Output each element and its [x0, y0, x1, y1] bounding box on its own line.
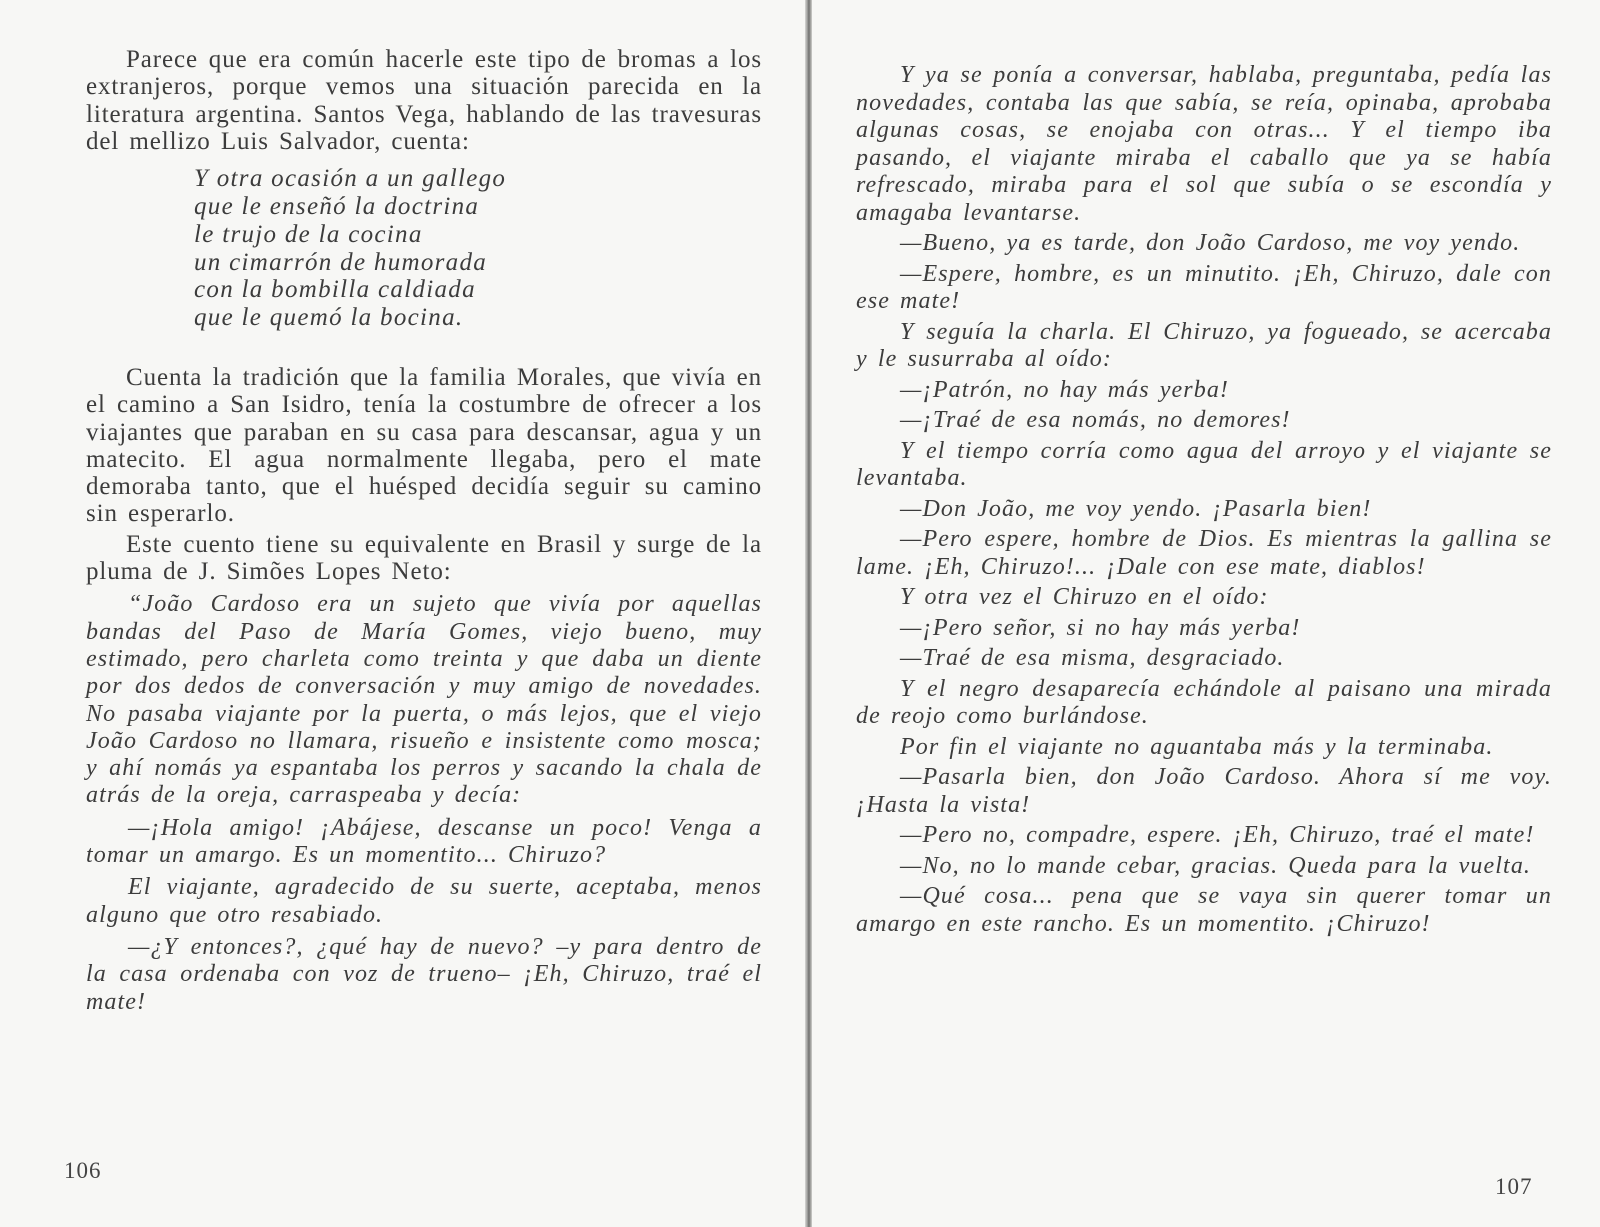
- verse-line: que le enseñó la doctrina: [194, 192, 480, 220]
- verse-line: un cimarrón de humorada: [194, 248, 488, 276]
- verse-line: con la bombilla caldiada: [194, 276, 476, 304]
- quote-paragraph: Por fin el viajante no aguantaba más y la terminaba.: [900, 733, 1494, 760]
- quote-paragraph: —¿Y entonces?, ¿qué hay de nuevo? –y para dentro de la casa ordenaba con voz de trueno– ¡Eh, Chiruzo, traé el mate!: [86, 933, 762, 1015]
- quote-paragraph: —¡Patrón, no hay más yerba!: [900, 376, 1230, 403]
- body-paragraph: Cuenta la tradición que la familia Morales, que vivía en el camino a San Isidro, tenía la costumbre de ofrecer a los viajantes que paraban en su casa para descansar, agua y un matecito. El agua normalmente llegaba, pero el mate demoraba tanto, que el huésped decidía seguir su camino sin esperarlo.: [86, 363, 762, 528]
- quote-paragraph: Y ya se ponía a conversar, hablaba, preguntaba, pedía las novedades, contaba las que sabía, se reía, opinaba, aprobaba algunas cosas, se enojaba con otras... Y el tiempo iba pasando, el viajante miraba el caballo que ya se había refrescado, miraba para el sol que subía o se escondía y amagaba levantarse.: [856, 62, 1552, 226]
- verse-line: que le quemó la bocina.: [194, 304, 464, 332]
- quote-paragraph: Y seguía la charla. El Chiruzo, ya fogueado, se acercaba y le susurraba al oído:: [856, 318, 1552, 372]
- quote-paragraph: —Traé de esa misma, desgraciado.: [900, 645, 1285, 671]
- quote-paragraph: Y el tiempo corría como agua del arroyo y el viajante se levantaba.: [856, 437, 1552, 491]
- quote-paragraph: —¡Hola amigo! ¡Abájese, descanse un poco! Venga a tomar un amargo. Es un momentito... Chiruzo?: [86, 814, 762, 869]
- quote-paragraph: —Bueno, ya es tarde, don João Cardoso, me voy yendo.: [900, 230, 1521, 256]
- quote-paragraph: —Qué cosa... pena que se vaya sin querer tomar un amargo en este rancho. Es un momentito. ¡Chiruzo!: [856, 883, 1552, 937]
- tradition-paragraphs: [86, 364, 762, 585]
- right-page: [812, 0, 1600, 1227]
- verse-line: le trujo de la cocina: [194, 220, 423, 248]
- quote-paragraph: —¡Traé de esa nomás, no demores!: [900, 407, 1291, 433]
- quote-paragraph: —Don João, me voy yendo. ¡Pasarla bien!: [900, 495, 1372, 522]
- intro-paragraphs: [86, 46, 762, 155]
- verse-line: Y otra ocasión a un gallego: [194, 165, 507, 193]
- intro-paragraph: Parece que era común hacerle este tipo de bromas a los extranjeros, porque vemos una situación parecida en la literatura argentina. Santos Vega, hablando de las travesuras del mellizo Luis Salvador, cuenta:: [86, 46, 762, 155]
- quote-paragraph: —Pero espere, hombre de Dios. Es mientras la gallina se lame. ¡Eh, Chiruzo!... ¡Dale con ese mate, diablos!: [856, 526, 1552, 580]
- page-number-left: 106: [64, 1158, 102, 1183]
- quote-block-left: [86, 591, 762, 1015]
- quote-block-right: [856, 62, 1552, 938]
- quote-paragraph: —¡Pero señor, si no hay más yerba!: [900, 614, 1301, 641]
- quote-paragraph: Y el negro desaparecía echándole al paisano una mirada de reojo como burlándose.: [856, 675, 1552, 729]
- body-paragraph: Este cuento tiene su equivalente en Brasil y surge de la pluma de J. Simões Lopes Neto:: [86, 530, 762, 586]
- quote-paragraph: —Espere, hombre, es un minutito. ¡Eh, Chiruzo, dale con ese mate!: [856, 260, 1552, 314]
- right-text-block: [856, 62, 1552, 938]
- quote-paragraph: —Pero no, compadre, espere. ¡Eh, Chiruzo, traé el mate!: [900, 822, 1535, 848]
- quote-paragraph: —Pasarla bien, don João Cardoso. Ahora sí me voy. ¡Hasta la vista!: [856, 764, 1552, 818]
- verse-block: [194, 165, 762, 332]
- left-text-block: [86, 46, 762, 1016]
- quote-paragraph: El viajante, agradecido de su suerte, aceptaba, menos alguno que otro resabiado.: [86, 874, 762, 928]
- quote-paragraph: “João Cardoso era un sujeto que vivía por aquellas bandas del Paso de María Gomes, viejo bueno, muy estimado, pero charleta como treinta y que daba un diente por dos dedos de conversación y muy amigo de novedades. No pasaba viajante por la puerta, o más lejos, que el viejo João Cardoso no llamara, risueño e insistente como mosca; y ahí nomás ya espantaba los perros y sacando la chala de atrás de la oreja, carraspeaba y decía:: [86, 591, 762, 809]
- book-gutter: [805, 0, 812, 1227]
- quote-paragraph: —No, no lo mande cebar, gracias. Queda para la vuelta.: [900, 852, 1532, 879]
- quote-paragraph: Y otra vez el Chiruzo en el oído:: [900, 584, 1269, 610]
- page-number-right: 107: [1495, 1174, 1533, 1199]
